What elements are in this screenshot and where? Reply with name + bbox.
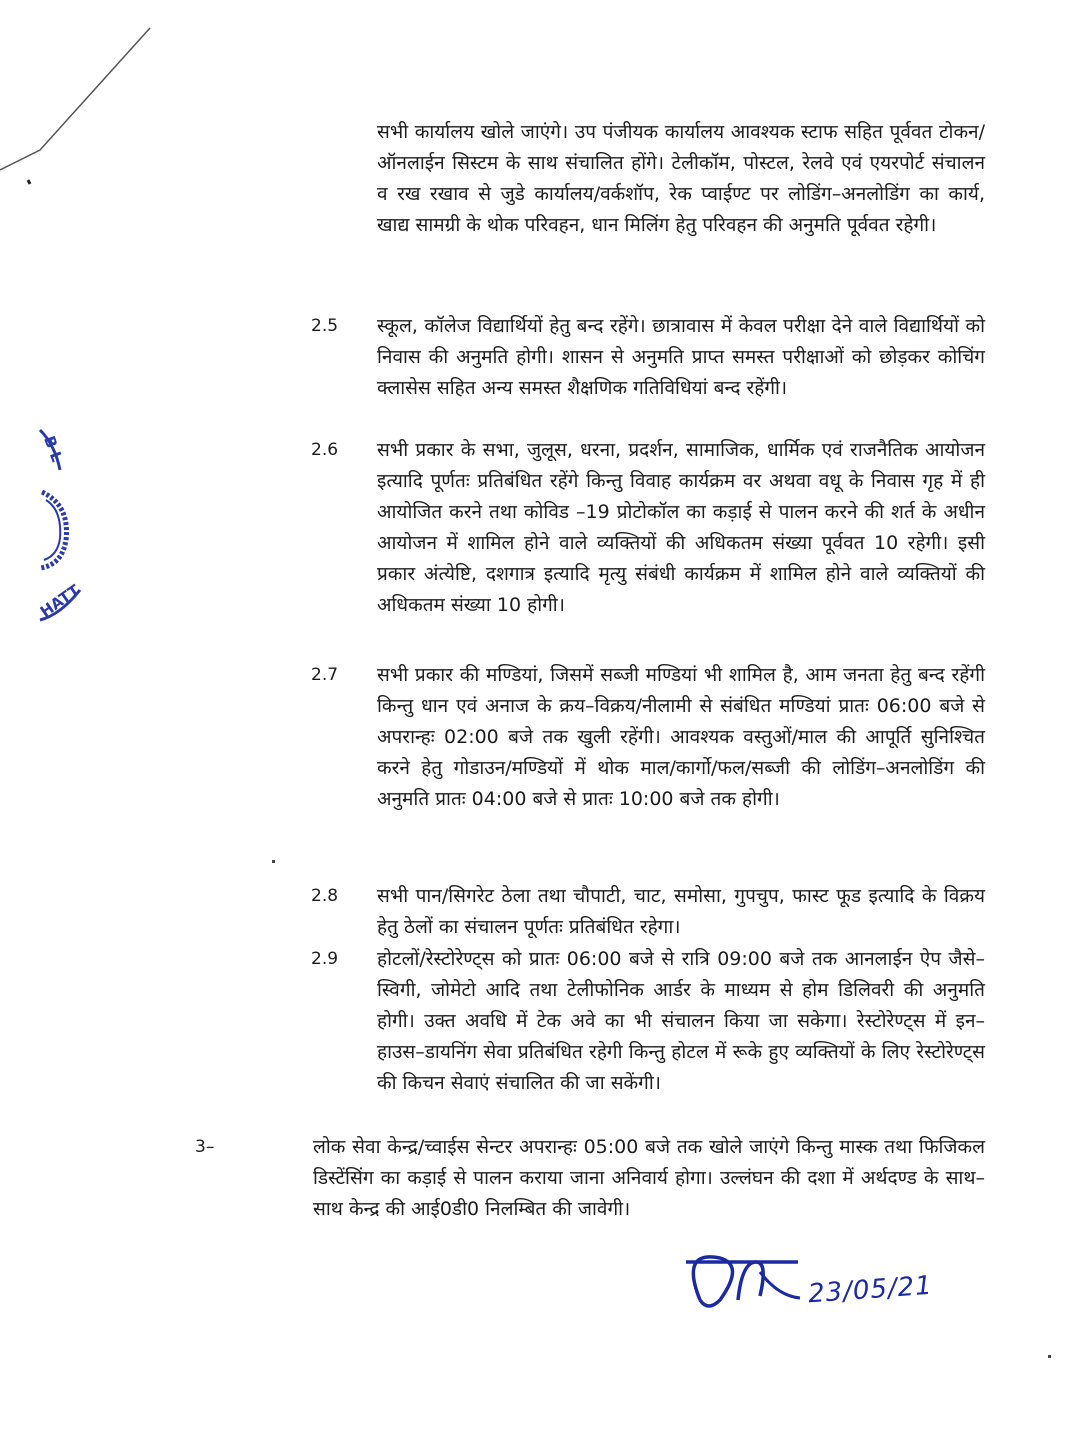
clause-number: 2.6 [311,440,339,460]
signature-date: 23/05/21 [807,1270,934,1310]
clause-text: स्कूल, कॉलेज विद्यार्थियों हेतु बन्द रहेंगे। छात्रावास में केवल परीक्षा देने वाले विद्यार्थियों को निवास की अनुमति होगी। शासन से अनुमति प्राप्त समस्त परीक्षाओं को छोड़कर कोचिंग क्लासेस सहित अन्य समस्त शैक्षणिक गतिविधियां बन्द रहेंगी। [377,315,985,399]
handwritten-signature [686,1257,800,1306]
clause-text: होटलों/रेस्टोरेण्ट्स को प्रातः 06:00 बजे से रात्रि 09:00 बजे तक आनलाईन ऐप जैसे– स्विगी, जोमेटो आदि तथा टेलीफोनिक आर्डर के माध्यम से होम डिलिवरी की अनुमति होगी। उक्त अवधि में टेक अवे का भी संचालन किया जा सकेगा। रेस्टोरेण्ट्स में इन–हाउस–डायनिंग सेवा प्रतिबंधित रहेगी किन्तु होटल में रूके हुए व्यक्तियों के लिए रेस्टोरेण्ट्स की किचन सेवाएं संचालित की जा सकेंगी। [377,948,985,1094]
stamp-fragment-top: B L [40,433,67,465]
clause-text: सभी प्रकार की मण्डियां, जिसमें सब्जी मण्डियां भी शामिल है, आम जनता हेतु बन्द रहेंगी किन्तु धान एवं अनाज के क्रय–विक्रय/नीलामी से संबंधित मण्डियां प्रातः 06:00 बजे से अपरान्हः 02:00 बजे तक खुली रहेंगी। आवश्यक वस्तुओं/माल की आपूर्ति सुनिश्चित करने हेतु गोडाउन/मण्डियों में थोक माल/कार्गो/फल/सब्जी की लोडिंग–अनलोडिंग की अनुमति प्रातः 04:00 बजे से प्रातः 10:00 बजे तक होगी। [377,664,985,810]
section-number: 3– [195,1137,215,1157]
section-text: लोक सेवा केन्द्र/च्वाईस सेन्टर अपरान्हः 05:00 बजे तक खोले जाएंगे किन्तु मास्क तथा फिजिकल डिस्टेंसिंग का कड़ाई से पालन कराया जाना अनिवार्य होगा। उल्लंघन की दशा में अर्थदण्ड के साथ–साथ केन्द्र की आई0डी0 निलम्बित की जावेगी। [313,1136,985,1220]
clause-number: 2.5 [311,316,339,336]
clause-number: 2.8 [311,886,339,906]
clause-number: 2.9 [311,949,339,969]
intro-paragraph: सभी कार्यालय खोले जाएंगे। उप पंजीयक कार्यालय आवश्यक स्टाफ सहित पूर्ववत टोकन/ऑनलाईन सिस्टम के साथ संचालित होंगे। टेलीकॉम, पोस्टल, रेलवे एवं एयरपोर्ट संचालन व रख रखाव से जुडे कार्यालय/वर्कशॉप, रेक प्वाईण्ट पर लोडिंग–अनलोडिंग का कार्य, खाद्य सामग्री के थोक परिवहन, धान मिलिंग हेतु परिवहन की अनुमति पूर्ववत रहेगी। [377,121,985,236]
folded-corner-mark [0,28,150,184]
stamp-fragment-bottom: HATT [36,581,84,621]
clause-text: सभी प्रकार के सभा, जुलूस, धरना, प्रदर्शन, सामाजिक, धार्मिक एवं राजनैतिक आयोजन इत्यादि पूर्णतः प्रतिबंधित रहेंगे किन्तु विवाह कार्यक्रम वर अथवा वधू के निवास गृह में ही आयोजित करने तथा कोविड –19 प्रोटोकॉल का कड़ाई से पालन करने की शर्त के अधीन आयोजन में शामिल होने वाले व्यक्तियों की अधिकतम संख्या पूर्ववत 10 रहेगी। इसी प्रकार अंत्येष्टि, दशगात्र इत्यादि मृत्यु संबंधी कार्यक्रम में शामिल होने वाले व्यक्तियों की अधिकतम संख्या 10 होगी। [377,439,985,616]
clause-text: सभी पान/सिगरेट ठेला तथा चौपाटी, चाट, समोसा, गुपचुप, फास्ट फूड इत्यादि के विक्रय हेतु ठेलों का संचालन पूर्णतः प्रतिबंधित रहेगा। [377,885,985,938]
clause-number: 2.7 [311,665,339,685]
